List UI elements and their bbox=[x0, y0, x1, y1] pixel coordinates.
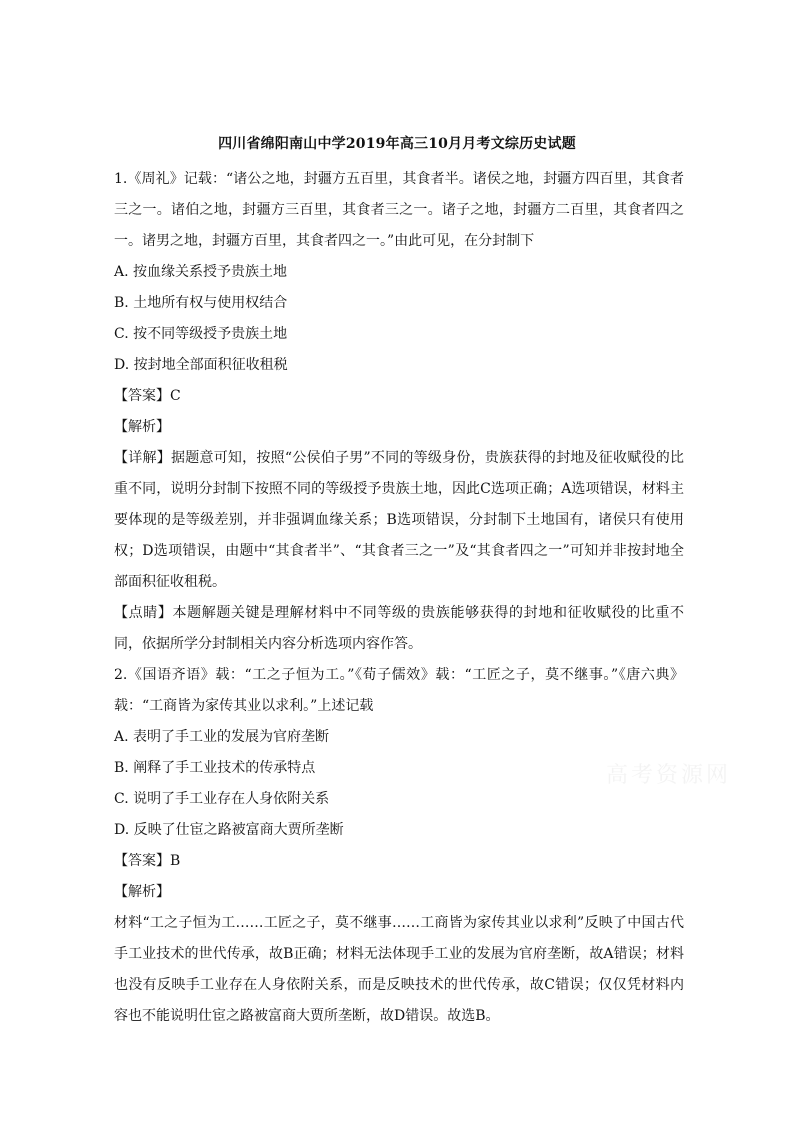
question-1-option-c: C. 按不同等级授予贵族土地 bbox=[114, 326, 288, 342]
question-1-answer: 【答案】C bbox=[114, 388, 181, 404]
question-1-option-b: B. 土地所有权与使用权结合 bbox=[114, 295, 288, 311]
question-1-detail: 【详解】据题意可知，按照“公侯伯子男”不同的等级身份，贵族获得的封地及征收赋役的比重不同，说明分封制下按照不同的等级授予贵族土地，因此C选项正确；A选项错误，材料主要体现的是等级差别，并非强调血缘关系；B选项错误，分封制下土地国有，诸侯只有使用权；D选项错误，由题中“其食者半”、“其食者三之一”及“其食者四之一”可知并非按封地全部面积征收租税。 bbox=[114, 450, 684, 590]
question-2-option-a: A. 表明了手工业的发展为官府垄断 bbox=[114, 729, 330, 745]
question-1-option-d: D. 按封地全部面积征收租税 bbox=[114, 357, 288, 373]
question-2-option-c: C. 说明了手工业存在人身依附关系 bbox=[114, 791, 330, 807]
page-title: 四川省绵阳南山中学2019年高三10月月考文综历史试题 bbox=[218, 136, 576, 152]
question-2-option-d: D. 反映了仕宦之路被富商大贾所垄断 bbox=[114, 822, 344, 838]
question-1-stem: 1.《周礼》记载：“诸公之地，封疆方五百里，其食者半。诸侯之地，封疆方四百里，其食者三之一。诸伯之地，封疆方三百里，其食者三之一。诸子之地，封疆方二百里，其食者四之一。诸男之地，封疆方百里，其食者四之一。”由此可见，在分封制下 bbox=[114, 171, 684, 249]
question-2-analysis: 材料“工之子恒为工……工匠之子，莫不继事……工商皆为家传其业以求利”反映了中国古代手工业技术的世代传承，故B正确；材料无法体现手工业的发展为官府垄断，故A错误；材料也没有反映手工业存在人身依附关系，而是反映技术的世代传承，故C错误；仅仅凭材料内容也不能说明仕宦之路被富商大贾所垄断，故D错误。故选B。 bbox=[114, 915, 684, 1024]
watermark: 高考资源网 bbox=[606, 763, 732, 788]
question-1-option-a: A. 按血缘关系授予贵族土地 bbox=[114, 264, 288, 280]
question-2-answer: 【答案】B bbox=[114, 853, 181, 869]
question-1-analysis-label: 【解析】 bbox=[114, 419, 170, 435]
document-body bbox=[114, 164, 684, 1032]
question-2-analysis-label: 【解析】 bbox=[114, 884, 170, 900]
question-1-tip: 【点睛】本题解题关键是理解材料中不同等级的贵族能够获得的封地和征收赋役的比重不同，依据所学分封制相关内容分析选项内容作答。 bbox=[114, 605, 684, 652]
question-2-stem: 2.《国语齐语》载：“工之子恒为工。”《荀子儒效》载：“工匠之子，莫不继事。”《唐六典》载：“工商皆为家传其业以求利。”上述记载 bbox=[114, 667, 684, 714]
question-2-option-b: B. 阐释了手工业技术的传承特点 bbox=[114, 760, 316, 776]
